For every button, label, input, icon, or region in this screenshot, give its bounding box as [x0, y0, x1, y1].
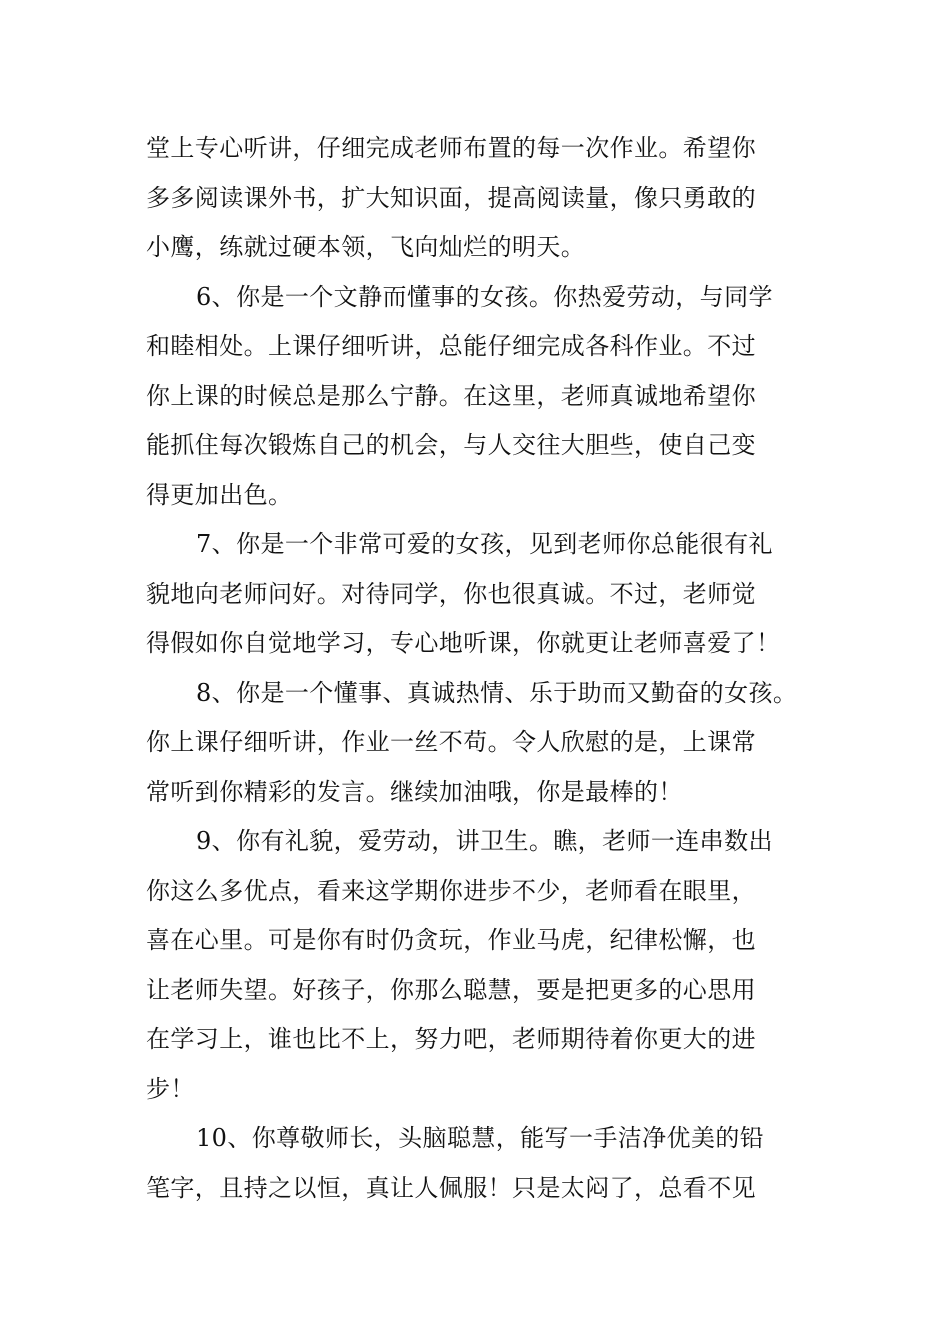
text-line: 你这么多优点，看来这学期你进步不少，老师看在眼里，: [146, 876, 756, 905]
body-text: [146, 124, 810, 1213]
text-line: 堂上专心听讲，仔细完成老师布置的每一次作业。希望你: [146, 134, 756, 162]
text-line: 能抓住每次锻炼自己的机会，与人交往大胆些，使自己变: [146, 431, 756, 459]
text-line: 常听到你精彩的发言。继续加油哦，你是最棒的！: [146, 777, 683, 806]
text-line: 和睦相处。上课仔细听讲，总能仔细完成各科作业。不过: [146, 332, 756, 360]
text-line: 让老师失望。好孩子，你那么聪慧，要是把更多的心思用: [146, 975, 756, 1004]
text-line: 多多阅读课外书，扩大知识面，提高阅读量，像只勇敢的: [146, 183, 756, 212]
text-line: 貌地向老师问好。对待同学，你也很真诚。不过，老师觉: [146, 579, 756, 608]
text-line: 小鹰，练就过硬本领，飞向灿烂的明天。: [146, 233, 586, 261]
text-line: 得更加出色。: [146, 480, 293, 509]
paragraph-start-line: 9、你有礼貌，爱劳动，讲卫生。瞧，老师一连串数出: [196, 827, 773, 855]
text-line: 在学习上，谁也比不上，努力吧，老师期待着你更大的进: [146, 1025, 756, 1053]
text-line: 你上课的时候总是那么宁静。在这里，老师真诚地希望你: [146, 381, 756, 410]
paragraph-start-line: 6、你是一个文静而懂事的女孩。你热爱劳动，与同学: [196, 282, 773, 311]
text-line: 你上课仔细听讲，作业一丝不苟。令人欣慰的是，上课常: [146, 728, 756, 756]
paragraph-start-line: 7、你是一个非常可爱的女孩，见到老师你总能很有礼: [196, 530, 773, 558]
paragraph-start-line: 10、你尊敬师长，头脑聪慧，能写一手洁净优美的铅: [196, 1124, 765, 1152]
text-line: 喜在心里。可是你有时仍贪玩，作业马虎，纪律松懈，也: [146, 926, 756, 954]
text-line: 笔字，且持之以恒，真让人佩服！只是太闷了，总看不见: [146, 1173, 756, 1202]
paragraph-start-line: 8、你是一个懂事、真诚热情、乐于助而又勤奋的女孩。: [196, 678, 798, 707]
text-line: 步！: [146, 1074, 195, 1103]
text-line: 得假如你自觉地学习，专心地听课，你就更让老师喜爱了！: [146, 629, 781, 657]
